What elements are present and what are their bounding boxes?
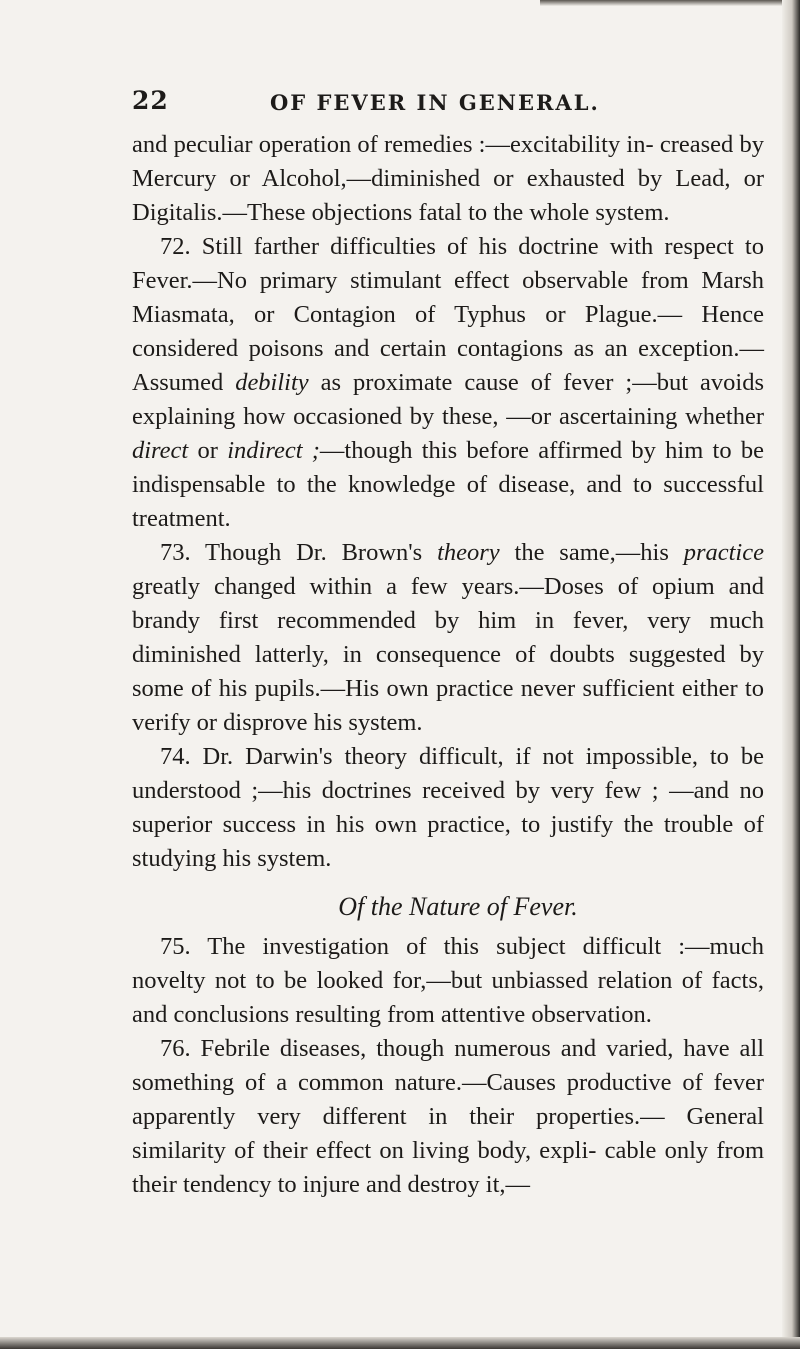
paragraph-76 — [132, 1032, 764, 1202]
page-header — [132, 86, 752, 126]
italic-text: direct — [132, 437, 189, 464]
text-run: the same,—his — [499, 539, 684, 566]
italic-text: indirect ; — [227, 437, 320, 464]
paragraph — [132, 128, 764, 230]
paragraph-73 — [132, 536, 764, 740]
text-run: and peculiar operation of remedies :—excitability in- creased by Mercury or Alcohol,—diminished or exhausted by Lead, or Digitalis.—These objections fatal to the whole system. — [132, 131, 764, 226]
text-run: 72. Still farther difficulties of his doctrine with respect to Fever.—No primary stimulant effect observable from Marsh Miasmata, or Contagion of Typhus or Plague.— Hence considered poisons and certain contagions as an exception.—Assumed — [132, 233, 764, 396]
text-run: as proximate cause of fever ;—but avoids explaining how occasioned by these, —or ascertaining whether — [132, 369, 764, 430]
paragraph-74 — [132, 740, 764, 876]
text-run: 75. The investigation of this subject difficult :—much novelty not to be looked for,—but unbiassed relation of facts, and conclusions resulting from attentive observation. — [132, 933, 764, 1028]
text-run: 74. Dr. Darwin's theory difficult, if not impossible, to be understood ;—his doctrines received by very few ; —and no superior success in his own practice, to justify the trouble of studying his system. — [132, 743, 764, 872]
paragraph-72 — [132, 230, 764, 536]
italic-text: theory — [437, 539, 500, 566]
page-edge-bottom — [0, 1337, 800, 1349]
paragraph-75 — [132, 930, 764, 1032]
text-run: 73. Though Dr. Brown's — [160, 539, 438, 566]
text-run: greatly changed within a few years.—Doses of opium and brandy first recommended by him in fever, very much diminished latterly, in consequence of doubts suggested by some of his pupils.—His own practice never sufficient either to verify or disprove his system. — [132, 573, 764, 736]
page-edge-top — [540, 0, 800, 6]
italic-text: practice — [683, 539, 764, 566]
page-number: 22 — [132, 86, 169, 115]
italic-text: debility — [235, 369, 309, 396]
text-run: —though this before affirmed by him to be indispensable to the knowledge of disease, and to successful treatment. — [132, 437, 764, 532]
page-edge-right — [782, 0, 800, 1349]
section-title: Of the Nature of Fever. — [338, 892, 578, 921]
running-head: OF FEVER IN GENERAL. — [270, 90, 600, 115]
body-text — [132, 128, 764, 1202]
text-run: 76. Febrile diseases, though numerous and varied, have all something of a common nature.—Causes productive of fever apparently very different in their properties.— General similarity of their effect on living body, expli- cable only from their tendency to injure and destroy it,— — [132, 1035, 764, 1198]
text-run: or — [188, 437, 228, 464]
